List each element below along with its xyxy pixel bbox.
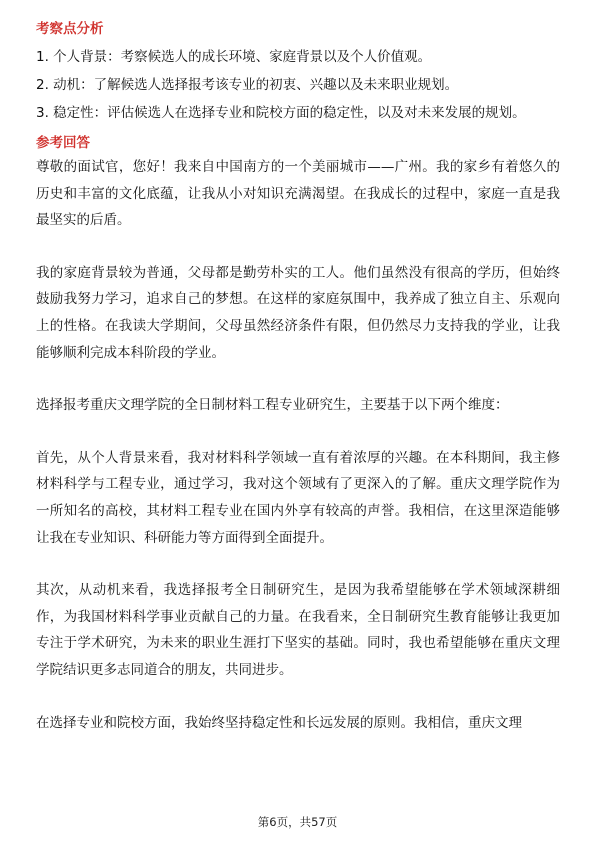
analysis-point-stability: 3. 稳定性：评估候选人在选择专业和院校方面的稳定性，以及对未来发展的规划。 xyxy=(36,105,526,121)
answer-paragraph-stability: 在选择专业和院校方面，我始终坚持稳定性和长远发展的原则。我相信，重庆文理 xyxy=(36,714,522,731)
document-body xyxy=(36,18,560,736)
answer-paragraph-intro: 尊敬的面试官，您好！我来自中国南方的一个美丽城市——广州。我的家乡有着悠久的历史和丰富的文化底蕴，让我从小对知识充满渴望。在我成长的过程中，家庭一直是我最坚实的后盾。 xyxy=(36,159,560,229)
answer-paragraph-background: 首先，从个人背景来看，我对材料科学领域一直有着浓厚的兴趣。在本科期间，我主修材料科学与工程专业，通过学习，我对这个领域有了更深入的了解。重庆文理学院作为一所知名的高校，其材料工程专业在国内外享有较高的声誉。我相信，在这里深造能够让我在专业知识、科研能力等方面得到全面提升。 xyxy=(36,449,560,546)
analysis-heading: 考察点分析 xyxy=(36,21,104,37)
reference-answer xyxy=(36,154,560,736)
answer-paragraph-motivation: 其次，从动机来看，我选择报考全日制研究生，是因为我希望能够在学术领域深耕细作，为我国材料科学事业贡献自己的力量。在我看来，全日制研究生教育能够让我更加专注于学术研究，为未来的职业生涯打下坚实的基础。同时，我也希望能够在重庆文理学院结识更多志同道合的朋友，共同进步。 xyxy=(36,582,560,678)
answer-paragraph-family: 我的家庭背景较为普通，父母都是勤劳朴实的工人。他们虽然没有很高的学历，但始终鼓励我努力学习，追求自己的梦想。在这样的家庭氛围中，我养成了独立自主、乐观向上的性格。在我读大学期间，父母虽然经济条件有限，但仍然尽力支持我的学业，让我能够顺利完成本科阶段的学业。 xyxy=(36,264,560,361)
analysis-point-motivation: 2. 动机：了解候选人选择报考该专业的初衷、兴趣以及未来职业规划。 xyxy=(36,77,459,93)
analysis-point-personal-background: 1. 个人背景：考察候选人的成长环境、家庭背景以及个人价值观。 xyxy=(36,49,432,65)
reference-answer-heading: 参考回答 xyxy=(36,135,90,151)
answer-paragraph-reasons: 选择报考重庆文理学院的全日制材料工程专业研究生，主要基于以下两个维度： xyxy=(36,397,509,414)
page-number: 第6页，共57页 xyxy=(257,815,338,829)
